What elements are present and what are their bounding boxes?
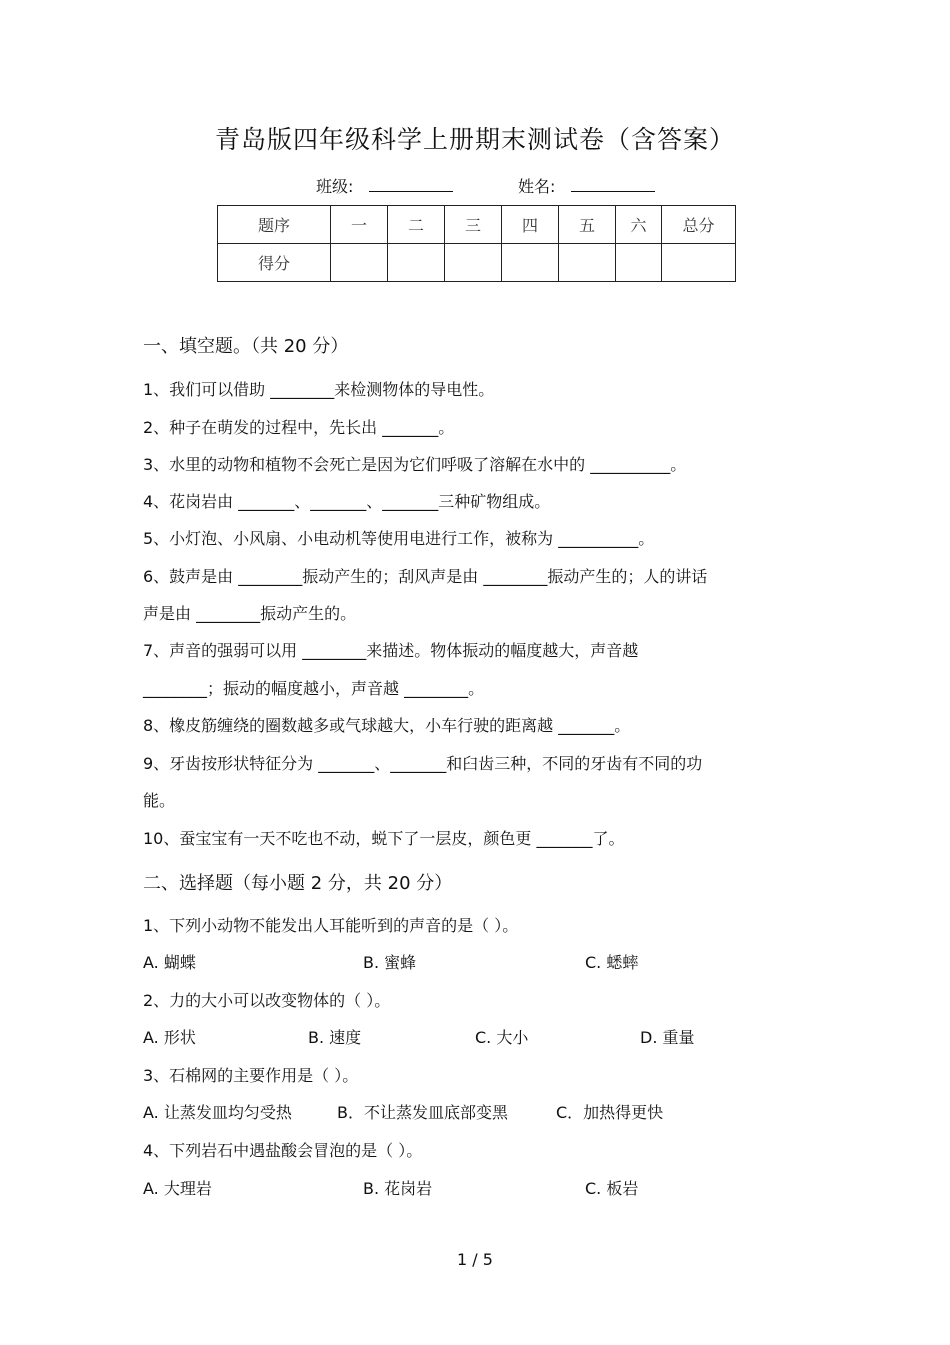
- page-title: 青岛版四年级科学上册期末测试卷（含答案）: [214, 125, 735, 154]
- score-cell: [662, 244, 736, 282]
- score-cell: [559, 244, 616, 282]
- mc-option: D. 重量: [640, 1028, 695, 1047]
- score-table: [217, 205, 736, 282]
- score-header-cell: 四: [502, 206, 559, 244]
- score-row-label: 得分: [218, 244, 331, 282]
- score-cell: [616, 244, 662, 282]
- question-line: 6、鼓声是由 ________振动产生的；刮风声是由 ________振动产生的；人的讲话: [143, 567, 708, 586]
- mc-question-stem: 1、下列小动物不能发出人耳能听到的声音的是（ ）。: [143, 916, 519, 935]
- score-cell: [502, 244, 559, 282]
- question-line: 1、我们可以借助 ________来检测物体的导电性。: [143, 380, 495, 399]
- question-line: 4、花岗岩由 _______、_______、_______三种矿物组成。: [143, 492, 551, 511]
- mc-question-stem: 3、石棉网的主要作用是（ ）。: [143, 1066, 359, 1085]
- question-line: 10、蚕宝宝有一天不吃也不动，蜕下了一层皮，颜色更 _______了。: [143, 829, 625, 848]
- question-line: 声是由 ________振动产生的。: [143, 604, 357, 623]
- class-field: [316, 174, 453, 197]
- score-header-cell: 二: [388, 206, 445, 244]
- section1-heading: 一、填空题。（共 20 分）: [143, 336, 349, 357]
- question-line: ________；振动的幅度越小，声音越 ________。: [143, 679, 485, 698]
- class-blank: [369, 175, 453, 192]
- mc-option: B．不让蒸发皿底部变黑: [337, 1103, 508, 1122]
- score-header-cell: 五: [559, 206, 616, 244]
- section2-heading: 二、选择题（每小题 2 分，共 20 分）: [143, 873, 453, 894]
- mc-option: B. 花岗岩: [363, 1179, 433, 1198]
- mc-option: B. 速度: [308, 1028, 362, 1047]
- mc-option: A. 大理岩: [143, 1179, 212, 1198]
- mc-option: A. 让蒸发皿均匀受热: [143, 1103, 292, 1122]
- question-line: 2、种子在萌发的过程中，先长出 _______。: [143, 418, 455, 437]
- score-header-cell: 六: [616, 206, 662, 244]
- mc-option: C. 蟋蟀: [585, 953, 639, 972]
- mc-option: A. 蝴蝶: [143, 953, 196, 972]
- mc-option: B. 蜜蜂: [363, 953, 417, 972]
- score-table-header-row: [218, 206, 736, 244]
- score-cell: [388, 244, 445, 282]
- question-line: 7、声音的强弱可以用 ________来描述。物体振动的幅度越大，声音越: [143, 641, 639, 660]
- mc-question-stem: 4、下列岩石中遇盐酸会冒泡的是（ ）。: [143, 1141, 423, 1160]
- page-number: 1 / 5: [457, 1250, 493, 1269]
- score-header-cell: 三: [445, 206, 502, 244]
- score-table-score-row: [218, 244, 736, 282]
- mc-option: C. 板岩: [585, 1179, 639, 1198]
- name-field: [518, 174, 655, 197]
- mc-question-stem: 2、力的大小可以改变物体的（ ）。: [143, 991, 391, 1010]
- name-blank: [571, 175, 655, 192]
- question-line: 能。: [143, 791, 176, 810]
- score-header-cell: 总分: [662, 206, 736, 244]
- question-line: 5、小灯泡、小风扇、小电动机等使用电进行工作，被称为 __________。: [143, 529, 655, 548]
- question-line: 9、牙齿按形状特征分为 _______、_______和臼齿三种，不同的牙齿有不同的功: [143, 754, 703, 773]
- class-label: 班级:: [316, 177, 354, 196]
- score-cell: [331, 244, 388, 282]
- score-header-cell: 一: [331, 206, 388, 244]
- score-header-cell: 题序: [218, 206, 331, 244]
- mc-option: A. 形状: [143, 1028, 196, 1047]
- name-label: 姓名:: [518, 177, 556, 196]
- score-cell: [445, 244, 502, 282]
- mc-option: C．加热得更快: [556, 1103, 664, 1122]
- question-line: 8、橡皮筋缠绕的圈数越多或气球越大，小车行驶的距离越 _______。: [143, 716, 631, 735]
- question-line: 3、水里的动物和植物不会死亡是因为它们呼吸了溶解在水中的 __________。: [143, 455, 687, 474]
- mc-option: C. 大小: [475, 1028, 529, 1047]
